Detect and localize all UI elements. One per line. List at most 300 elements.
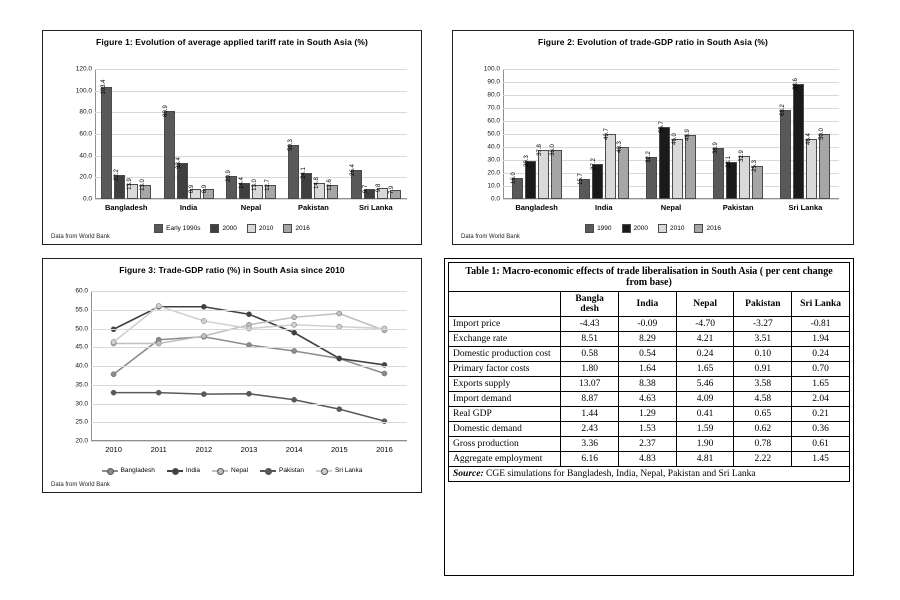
table-cell: 1.65 [676, 362, 734, 377]
bar-value-label: 24.1 [300, 167, 307, 179]
table-cell: 1.80 [561, 362, 619, 377]
data-point [292, 315, 297, 320]
bar-group [95, 69, 157, 212]
legend-label: Bangladesh [120, 467, 155, 474]
legend-item [694, 224, 720, 233]
category-label: India [179, 203, 198, 212]
bar-value-label: 14.8 [313, 177, 320, 189]
row-header: Domestic production cost [449, 347, 561, 362]
data-point [156, 303, 161, 308]
data-point [246, 391, 251, 396]
bar-value-label: 29.3 [524, 155, 531, 167]
legend-label: 1990 [597, 225, 612, 232]
bar-value-label: 27.2 [591, 157, 598, 170]
legend-swatch [694, 224, 703, 233]
table-header-row [449, 292, 850, 317]
y-axis-tick-label: 80.0 [487, 91, 500, 99]
bar [591, 157, 603, 199]
bar-value-label: 80.9 [163, 105, 170, 118]
table-1 [448, 262, 850, 482]
column-header: Bangla desh [561, 292, 619, 317]
category-label: Nepal [240, 203, 262, 212]
bar [376, 184, 388, 199]
bar [684, 129, 696, 199]
legend-swatch [154, 224, 163, 233]
table-cell: 1.44 [561, 407, 619, 422]
bar-value-label: 48.9 [684, 129, 691, 142]
y-axis-tick-label: 45.0 [75, 343, 88, 351]
legend-item [167, 467, 200, 474]
bar [818, 128, 830, 199]
bar-group [345, 69, 407, 212]
table-cell: 8.29 [619, 332, 677, 347]
data-point [292, 322, 297, 327]
table-cell: -4.70 [676, 317, 734, 332]
y-axis-tick-label: 20.0 [79, 173, 92, 181]
bar [287, 138, 299, 199]
table-source-label: Source: [453, 469, 484, 479]
bar [326, 179, 338, 199]
legend-swatch [283, 224, 292, 233]
legend-label: 2000 [222, 225, 237, 232]
row-header: Exchange rate [449, 332, 561, 347]
y-axis-tick-label: 120.0 [75, 65, 92, 73]
bar-value-label: 9.7 [363, 184, 370, 193]
table-row [449, 422, 850, 437]
legend-label: 2000 [633, 225, 648, 232]
y-axis-tick-label: 35.0 [75, 381, 88, 389]
bar [363, 184, 375, 200]
table-source-text: CGE simulations for Bangladesh, India, Nepal, Pakistan and Sri Lanka [483, 469, 756, 479]
table-cell: 5.46 [676, 377, 734, 392]
data-point [337, 356, 342, 361]
table-cell: -3.27 [734, 317, 792, 332]
table-row [449, 317, 850, 332]
line-series [114, 393, 385, 422]
figure-2-legend [453, 224, 853, 233]
row-header: Gross production [449, 437, 561, 452]
bar [779, 104, 791, 199]
y-axis-tick-label: 20.0 [487, 169, 500, 177]
table-cell: 2.43 [561, 422, 619, 437]
y-axis-tick-label: 70.0 [487, 104, 500, 112]
table-cell: 1.53 [619, 422, 677, 437]
table-cell: -4.43 [561, 317, 619, 332]
column-header [449, 292, 561, 317]
figure-3-source: Data from World Bank [51, 482, 110, 488]
table-cell: 2.04 [792, 392, 850, 407]
figure-3-plot [75, 287, 407, 454]
bar [751, 160, 763, 199]
category-label: Sri Lanka [788, 203, 823, 212]
y-axis-tick-label: 60.0 [75, 287, 88, 295]
bar-value-label: 13.9 [126, 178, 133, 190]
bar-value-label: 68.2 [779, 104, 786, 117]
bar [524, 155, 536, 199]
table-cell: 0.24 [792, 347, 850, 362]
figure-2-panel [452, 30, 854, 245]
bar-value-label: 13.0 [251, 179, 258, 191]
y-axis-tick-label: 20.0 [75, 437, 88, 445]
table-cell: 0.36 [792, 422, 850, 437]
legend-label: Pakistan [279, 467, 304, 474]
bar [163, 105, 175, 199]
bar-group [157, 69, 219, 212]
x-axis-tick-label: 2016 [376, 445, 393, 454]
column-header: Nepal [676, 292, 734, 317]
data-point [201, 304, 206, 309]
table-cell: 4.83 [619, 452, 677, 467]
row-header: Import price [449, 317, 561, 332]
bar [251, 179, 263, 199]
bar-value-label: 7.9 [389, 186, 396, 195]
bar-value-label: 33.4 [176, 156, 183, 169]
y-axis-tick-label: 100.0 [483, 65, 500, 73]
bar [126, 178, 138, 199]
data-point [337, 407, 342, 412]
bar [617, 140, 629, 199]
bar [578, 172, 590, 199]
legend-item [622, 224, 648, 233]
table-cell: 0.61 [792, 437, 850, 452]
bar [645, 151, 657, 199]
gridline [91, 366, 407, 367]
bar [100, 79, 112, 199]
table-cell: 1.94 [792, 332, 850, 347]
column-header: Sri Lanka [792, 292, 850, 317]
table-1-panel [444, 258, 854, 576]
data-point [111, 372, 116, 377]
table-cell: 1.29 [619, 407, 677, 422]
table-cell: 4.09 [676, 392, 734, 407]
y-axis-tick-label: 40.0 [75, 362, 88, 370]
bar-value-label: 12.6 [326, 179, 333, 192]
table-cell: 13.07 [561, 377, 619, 392]
bar [350, 164, 362, 199]
legend-swatch [585, 224, 594, 233]
table-cell: 0.58 [561, 347, 619, 362]
bar [264, 179, 276, 199]
table-row [449, 452, 850, 467]
table-cell: -0.09 [619, 317, 677, 332]
bar [238, 177, 250, 199]
category-label: Pakistan [297, 203, 329, 212]
y-axis-tick-label: 55.0 [75, 306, 88, 314]
legend-item [154, 224, 200, 233]
bar-value-label: 38.9 [712, 142, 719, 155]
row-header: Exports supply [449, 377, 561, 392]
bar-value-label: 38.0 [550, 143, 557, 156]
table-cell: 4.58 [734, 392, 792, 407]
legend-item [210, 224, 236, 233]
table-cell: 2.37 [619, 437, 677, 452]
bar [805, 132, 817, 199]
legend-marker [212, 467, 228, 474]
y-axis-tick-label: 90.0 [487, 78, 500, 86]
table-cell: 2.22 [734, 452, 792, 467]
bar-value-label: 28.1 [725, 156, 732, 169]
y-axis-tick-label: 40.0 [487, 143, 500, 151]
row-header: Primary factor costs [449, 362, 561, 377]
bar [313, 177, 325, 199]
bar-value-label: 46.4 [805, 132, 812, 145]
y-axis-tick-label: 30.0 [75, 400, 88, 407]
table-row [449, 437, 850, 452]
figure-3-legend [43, 467, 421, 474]
bar-value-label: 50.3 [287, 138, 294, 151]
bar [189, 185, 201, 199]
bar [300, 167, 312, 199]
bar [537, 144, 549, 199]
x-axis-tick-label: 2013 [240, 445, 258, 454]
legend-item [260, 467, 304, 474]
bar-value-label: 15.7 [578, 172, 585, 185]
gridline [91, 385, 407, 386]
table-row [449, 377, 850, 392]
y-axis-tick-label: 80.0 [79, 108, 92, 116]
bar-value-label: 25.3 [751, 160, 758, 172]
bar-value-label: 20.9 [225, 170, 232, 183]
bar-value-label: 8.9 [189, 185, 196, 194]
table-cell: 0.21 [792, 407, 850, 422]
y-axis-tick-label: 0.0 [490, 195, 500, 203]
y-axis-tick-label: 50.0 [487, 130, 500, 138]
legend-label: Early 1990s [166, 225, 201, 232]
legend-label: 2010 [258, 225, 274, 232]
bar [113, 169, 125, 199]
bar [658, 120, 670, 199]
bar [792, 77, 804, 199]
bar-group [705, 69, 772, 212]
bar [176, 156, 188, 199]
data-point [292, 330, 297, 335]
legend-item [102, 467, 155, 474]
y-axis-tick-label: 30.0 [487, 156, 500, 164]
category-label: Bangladesh [515, 203, 558, 212]
y-axis-tick-label: 100.0 [75, 87, 92, 95]
table-cell: 4.21 [676, 332, 734, 347]
table-source-row [449, 467, 850, 482]
legend-item [658, 224, 684, 233]
category-label: Pakistan [722, 203, 754, 212]
bar-value-label: 8.9 [202, 185, 209, 194]
y-axis-tick-label: 60.0 [79, 130, 92, 138]
table-cell: 1.90 [676, 437, 734, 452]
legend-label: Sri Lanka [334, 467, 363, 474]
bar [389, 186, 401, 199]
category-label: Sri Lanka [358, 203, 393, 212]
table-cell: 8.51 [561, 332, 619, 347]
x-axis-tick-label: 2014 [285, 445, 303, 454]
legend-marker [167, 467, 183, 474]
legend-label: 2016 [295, 225, 310, 232]
figure-3-title: Figure 3: Trade-GDP ratio (%) in South Asia since 2010 [119, 265, 345, 275]
bar-value-label: 37.8 [537, 144, 544, 156]
table-cell: 1.65 [792, 377, 850, 392]
column-header: India [619, 292, 677, 317]
legend-swatch [658, 224, 667, 233]
table-cell: 0.62 [734, 422, 792, 437]
y-axis-tick-label: 25.0 [75, 418, 88, 426]
data-point [246, 312, 251, 317]
bar-value-label: 13.0 [139, 179, 146, 191]
legend-marker [316, 467, 332, 474]
table-cell: 1.59 [676, 422, 734, 437]
bar [671, 133, 683, 199]
table-cell: 8.87 [561, 392, 619, 407]
table-1-title: Table 1: Macro-economic effects of trade liberalisation in South Asia ( per cent change from base) [449, 263, 850, 292]
legend-item [212, 467, 248, 474]
category-label: Bangladesh [104, 203, 148, 212]
bar-value-label: 22.2 [113, 169, 120, 181]
data-point [292, 348, 297, 353]
figure-1-plot [75, 65, 407, 212]
table-cell: 8.38 [619, 377, 677, 392]
bar [738, 150, 750, 199]
bar [225, 170, 237, 199]
y-axis-tick-label: 10.0 [487, 182, 500, 190]
figure-2-title: Figure 2: Evolution of trade-GDP ratio in South Asia (%) [538, 37, 768, 47]
table-cell: 1.64 [619, 362, 677, 377]
data-point [156, 390, 161, 395]
table-cell: -0.81 [792, 317, 850, 332]
bar [712, 142, 724, 199]
figure-2-plot [483, 65, 839, 212]
table-cell: 3.58 [734, 377, 792, 392]
bar-value-label: 50.0 [818, 128, 825, 140]
legend-marker [260, 467, 276, 474]
figure-1-legend [43, 224, 421, 233]
legend-item [585, 224, 611, 233]
figure-1-source: Data from World Bank [51, 234, 110, 240]
legend-swatch [622, 224, 631, 233]
bar [139, 179, 151, 199]
data-point [201, 318, 206, 323]
category-label: India [595, 203, 613, 212]
gridline [91, 347, 407, 348]
legend-item [283, 224, 309, 233]
row-header: Aggregate employment [449, 452, 561, 467]
table-cell: 3.51 [734, 332, 792, 347]
y-axis-tick-label: 0.0 [82, 195, 92, 203]
bar-group [220, 69, 282, 212]
x-axis-tick-label: 2010 [105, 445, 122, 454]
bar-group [282, 69, 344, 212]
y-axis-tick-label: 60.0 [487, 117, 500, 125]
gridline [91, 329, 407, 330]
legend-item [247, 224, 273, 233]
table-cell: 0.91 [734, 362, 792, 377]
gridline [91, 404, 407, 405]
bar-group [637, 69, 704, 212]
bar-value-label: 46.0 [671, 133, 678, 146]
bar [604, 128, 616, 199]
table-cell: 1.45 [792, 452, 850, 467]
bar-value-label: 26.4 [350, 164, 357, 177]
bar-group [772, 69, 839, 212]
figure-3-panel [42, 258, 422, 493]
table-cell: 0.78 [734, 437, 792, 452]
bar-value-label: 9.8 [376, 184, 383, 193]
legend-label: Nepal [231, 467, 249, 474]
legend-marker [102, 467, 118, 474]
table-cell: 4.81 [676, 452, 734, 467]
bar [725, 156, 737, 199]
row-header: Domestic demand [449, 422, 561, 437]
column-header: Pakistan [734, 292, 792, 317]
table-row [449, 347, 850, 362]
bar-value-label: 32.9 [738, 150, 745, 163]
table-cell: 0.54 [619, 347, 677, 362]
gridline [91, 291, 407, 292]
table-row [449, 332, 850, 347]
legend-label: 2010 [670, 225, 685, 232]
bar-value-label: 16.0 [511, 172, 518, 185]
legend-item [316, 467, 362, 474]
data-point [111, 339, 116, 344]
table-cell: 6.16 [561, 452, 619, 467]
table-row [449, 362, 850, 377]
y-axis-tick-label: 40.0 [79, 152, 92, 160]
table-cell: 0.70 [792, 362, 850, 377]
table-row [449, 407, 850, 422]
bar-groups [95, 69, 407, 212]
figure-1-panel [42, 30, 422, 245]
table-cell: 3.36 [561, 437, 619, 452]
row-header: Import demand [449, 392, 561, 407]
legend-swatch [247, 224, 256, 233]
bar-value-label: 49.7 [604, 128, 611, 141]
bar-value-label: 14.4 [238, 177, 245, 190]
data-point [382, 371, 387, 376]
bar-value-label: 55.7 [658, 120, 665, 133]
x-axis-tick-label: 2011 [150, 445, 167, 454]
bar [202, 185, 214, 199]
bar-group [570, 69, 637, 212]
bar-value-label: 103.4 [100, 79, 107, 95]
table-row [449, 392, 850, 407]
bar-value-label: 12.7 [264, 179, 271, 192]
legend-label: India [185, 467, 201, 474]
table-cell: 0.65 [734, 407, 792, 422]
legend-swatch [210, 224, 219, 233]
data-point [156, 341, 161, 346]
bar-value-label: 40.3 [617, 140, 624, 153]
row-header: Real GDP [449, 407, 561, 422]
gridline [91, 310, 407, 311]
y-axis-tick-label: 50.0 [75, 325, 88, 332]
bar-value-label: 88.6 [792, 77, 799, 90]
bar-groups [503, 69, 839, 212]
legend-label: 2016 [706, 225, 721, 232]
table-cell: 0.24 [676, 347, 734, 362]
data-point [201, 333, 206, 338]
table-cell: 4.63 [619, 392, 677, 407]
data-point [111, 390, 116, 395]
figure-2-source: Data from World Bank [461, 234, 520, 240]
data-point [201, 392, 206, 397]
table-cell: 0.10 [734, 347, 792, 362]
bar [550, 143, 562, 199]
bar-group [503, 69, 570, 212]
bar-value-label: 32.2 [645, 151, 652, 163]
data-point [292, 397, 297, 402]
gridline [91, 422, 407, 423]
figure-1-title: Figure 1: Evolution of average applied tariff rate in South Asia (%) [96, 37, 368, 47]
x-axis-tick-label: 2015 [330, 445, 348, 454]
bar [511, 172, 523, 199]
category-label: Nepal [660, 203, 682, 212]
